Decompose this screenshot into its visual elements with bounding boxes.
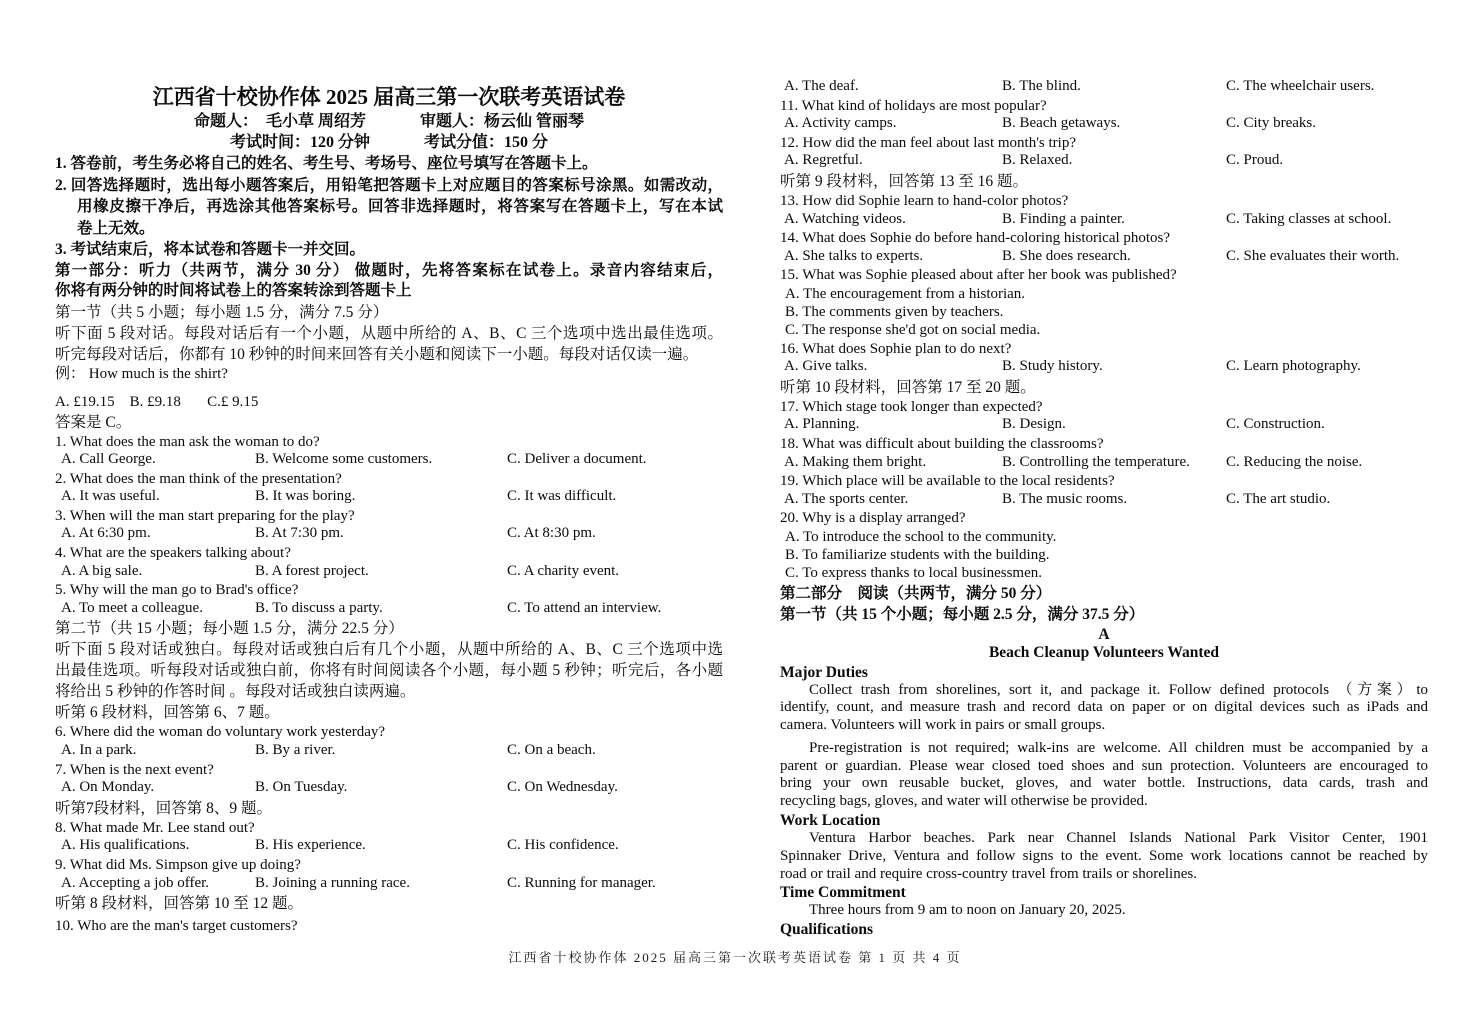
option-a: A. Regretful. (784, 152, 863, 169)
options-row (780, 152, 1428, 171)
passage-paragraph (780, 682, 1428, 735)
option-a: A. At 6:30 pm. (61, 525, 151, 542)
question-text: 6. Where did the woman do voluntary work yesterday? (55, 724, 386, 741)
option-a: A. Watching videos. (784, 210, 906, 227)
question-text: 14. What does Sophie do before hand-coloring historical photos? (780, 230, 1171, 247)
passage-text-line: recycling bags, gloves, and water will otherwise be provided. (780, 793, 1148, 810)
option-a: A. It was useful. (61, 488, 160, 505)
option-c: C. On Wednesday. (507, 779, 618, 796)
listening-instruction-line: 将给出 5 秒钟的作答时间 。每段对话或独白读两遍。 (55, 683, 416, 701)
exam-instruction-line: 卷上无效。 (77, 219, 155, 237)
option-b: B. To discuss a party. (255, 599, 383, 616)
options-row (55, 451, 723, 470)
option-a: A. Give talks. (784, 358, 868, 375)
part-heading-line: 你将有两分钟的时间将试卷上的答案转涂到答题卡上 (55, 282, 412, 299)
listening-instruction-line: 出最佳选项。听每段对话或独白前，你将有时间阅读各个小题，每小题 5 秒钟；听完后，各小题 (55, 662, 723, 680)
options-row (55, 563, 723, 582)
option-a: A. The sports center. (784, 490, 909, 507)
option-c: C. Proud. (1226, 152, 1284, 169)
passage-text-line: road or trail and require cross-country travel from trails or shorelines. (780, 865, 1197, 882)
option-b: B. Design. (1002, 416, 1066, 433)
exam-instruction-line: 2. 回答选择题时，选出每小题答案后，用铅笔把答题卡上对应题目的答案标号涂黑。如需改动， (55, 176, 723, 194)
cn-text-line: 听第 9 段材料，回答第 13 至 16 题。 (780, 172, 1029, 190)
exam-instruction-line: 1. 答卷前，考生务必将自己的姓名、考生号、考场号、座位号填写在答题卡上。 (55, 155, 598, 172)
exam-instruction-line: 用橡皮擦干净后，再选涂其他答案标号。回答非选择题时，将答案写在答题卡上，写在本试 (77, 198, 723, 215)
option-c: C. Construction. (1226, 416, 1325, 433)
passage-paragraph (780, 830, 1428, 883)
passage-text-line: Ventura Harbor beaches. Park near Channel Islands National Park Visitor Center, 1901 (809, 830, 1428, 847)
listening-instruction-line: 听下面 5 段对话或独白。每段对话或独白后有几个小题，从题中所给的 A、B、C 三个选项中选 (55, 641, 723, 659)
options-row (780, 454, 1428, 473)
option-c: C. To attend an interview. (507, 599, 662, 616)
question-text: 12. How did the man feel about last month's trip? (780, 134, 1076, 151)
option-b: B. Joining a running race. (255, 874, 410, 891)
option-c: C. She evaluates their worth. (1226, 247, 1400, 264)
passage-section-heading: Major Duties (780, 663, 868, 681)
option-c: C. The response she'd got on social media. (785, 322, 1041, 339)
right-column (780, 78, 1428, 939)
section-heading: 第一节（共 15 个小题；每小题 2.5 分，满分 37.5 分） (780, 606, 1145, 623)
passage-text-line: camera. Volunteers will work in pairs or small groups. (780, 717, 1106, 734)
options-row (780, 78, 1428, 97)
option-c: C. His confidence. (507, 837, 619, 854)
option-b: B. Relaxed. (1002, 152, 1073, 169)
option-b: B. She does research. (1002, 247, 1131, 264)
option-c: C. Running for manager. (507, 874, 656, 891)
question-text: 19. Which place will be available to the local residents? (780, 473, 1115, 490)
left-column (55, 84, 723, 936)
question-text: 4. What are the speakers talking about? (55, 545, 291, 562)
page-footer: 江西省十校协作体 2025 届高三第一次联考英语试卷 第 1 页 共 4 页 (508, 950, 962, 965)
question-text: 10. Who are the man's target customers? (55, 918, 298, 935)
option-a: A. His qualifications. (61, 837, 190, 854)
cn-text-line: 答案是 C。 (55, 413, 132, 431)
passage-heading: A (1098, 625, 1110, 643)
options-row (55, 837, 723, 856)
option-c: C. Deliver a document. (507, 451, 647, 468)
option-a: A. The deaf. (784, 78, 859, 94)
section-heading: 第二部分 阅读（共两节，满分 50 分） (780, 584, 1052, 602)
cn-text-line: 听第 8 段材料，回答第 10 至 12 题。 (55, 895, 304, 913)
option-b: B. The music rooms. (1002, 490, 1128, 507)
option-a: A. Accepting a job offer. (61, 874, 210, 891)
passage-paragraph (780, 740, 1428, 811)
header-meta-row (55, 132, 723, 153)
passage-text-line: Collect trash from shorelines, sort it, and package it. Follow defined protocols （方案）to (809, 681, 1428, 698)
question-text: 16. What does Sophie plan to do next? (780, 340, 1012, 357)
passage-paragraph (780, 902, 1428, 920)
option-b: B. Controlling the temperature. (1002, 453, 1190, 470)
passage-text-line: Pre-registration is not required; walk-ins are welcome. All children must be accompanied by a (809, 739, 1428, 756)
question-text: 11. What kind of holidays are most popular? (780, 97, 1047, 114)
option-c: C. Reducing the noise. (1226, 453, 1363, 470)
option-c: C. To express thanks to local businessmen. (785, 565, 1042, 582)
question-text: 例： How much is the shirt? (55, 365, 228, 382)
option-b: B. Welcome some customers. (255, 451, 433, 468)
option-a: A. The encouragement from a historian. (785, 285, 1026, 302)
exam-title: 江西省十校协作体 2025 届高三第一次联考英语试卷 (152, 85, 626, 109)
cn-text-line: 听第 6 段材料，回答第 6、7 题。 (55, 704, 280, 722)
option-b: B. A forest project. (255, 562, 369, 579)
option-c: C. The art studio. (1226, 490, 1331, 507)
option-b: B. To familiarize students with the building. (785, 547, 1050, 564)
question-text: 20. Why is a display arranged? (780, 510, 966, 527)
header-meta-left: 考试时间：120 分钟 (229, 134, 370, 151)
question-text: 5. Why will the man go to Brad's office? (55, 582, 299, 599)
question-text: 18. What was difficult about building the classrooms? (780, 435, 1104, 452)
options-row (780, 115, 1428, 134)
options-row (780, 248, 1428, 267)
part-heading-line: 第一部分：听力（共两节，满分 30 分） 做题时，先将答案标在试卷上。录音内容结束后， (55, 261, 723, 279)
header-meta-left: 命题人： 毛小草 周绍芳 (193, 113, 366, 130)
cn-text-line: 第二节（共 15 小题；每小题 1.5 分，满分 22.5 分） (55, 620, 404, 638)
option-c: C. At 8:30 pm. (507, 525, 596, 542)
listening-instruction-line: 听下面 5 段对话。每段对话后有一个小题，从题中所给的 A、B、C 三个选项中选出最佳选项。 (55, 324, 723, 342)
options-row (780, 358, 1428, 377)
option-c: C. City breaks. (1226, 115, 1316, 132)
option-c: C. It was difficult. (507, 488, 617, 505)
exam-instruction-line: 3. 考试结束后，将本试卷和答题卡一并交回。 (55, 241, 366, 258)
example-options-line: A. £19.15 B. £9.18 C.£ 9.15 (55, 393, 259, 410)
option-b: B. The comments given by teachers. (785, 304, 1004, 321)
options-row (55, 779, 723, 798)
option-b: B. It was boring. (255, 488, 356, 505)
option-c: C. On a beach. (507, 742, 596, 759)
question-text: 1. What does the man ask the woman to do? (55, 433, 320, 450)
option-a: A. In a park. (61, 742, 137, 759)
option-a: A. She talks to experts. (784, 247, 924, 264)
options-row (55, 600, 723, 619)
option-b: B. Study history. (1002, 358, 1103, 375)
cn-text-line: 听第 10 段材料，回答第 17 至 20 题。 (780, 378, 1036, 396)
option-b: B. On Tuesday. (255, 779, 348, 796)
options-row (780, 211, 1428, 230)
question-text: 8. What made Mr. Lee stand out? (55, 819, 255, 836)
option-c: C. The wheelchair users. (1226, 78, 1375, 94)
options-row (55, 525, 723, 544)
option-b: B. Finding a painter. (1002, 210, 1125, 227)
option-c: C. Taking classes at school. (1226, 210, 1392, 227)
option-b: B. By a river. (255, 742, 336, 759)
cn-text-line: 第一节（共 5 小题；每小题 1.5 分，满分 7.5 分） (55, 303, 389, 321)
passage-section-heading: Work Location (780, 812, 881, 830)
option-a: A. A big sale. (61, 562, 143, 579)
option-b: B. The blind. (1002, 78, 1081, 94)
option-b: B. Beach getaways. (1002, 115, 1121, 132)
passage-section-heading: Time Commitment (780, 884, 906, 902)
option-b: B. At 7:30 pm. (255, 525, 344, 542)
option-a: A. Call George. (61, 451, 156, 468)
option-b: B. His experience. (255, 837, 366, 854)
option-a: A. To introduce the school to the community. (785, 528, 1057, 545)
options-row (780, 491, 1428, 510)
passage-text-line: Three hours from 9 am to noon on January 20, 2025. (809, 902, 1126, 919)
option-a: A. Making them bright. (784, 453, 927, 470)
question-text: 13. How did Sophie learn to hand-color photos? (780, 192, 1069, 209)
option-a: A. Planning. (784, 416, 860, 433)
question-text: 2. What does the man think of the presentation? (55, 470, 342, 487)
header-meta-right: 考试分值：150 分 (424, 134, 549, 151)
passage-text-line: bring your own reusable bucket, gloves, and water bottle. Instructions, data cards, trash and (780, 775, 1428, 792)
passage-text-line: Spinnaker Drive, Ventura and follow signs to the event. Some work locations cannot be reached by (780, 847, 1428, 864)
header-meta-row (55, 111, 723, 132)
listening-instruction-line: 听完每段对话后，你都有 10 秒钟的时间来回答有关小题和阅读下一小题。每段对话仅读一遍。 (55, 345, 699, 363)
option-c: C. A charity event. (507, 562, 620, 579)
passage-heading: Beach Cleanup Volunteers Wanted (988, 644, 1220, 661)
question-text: 3. When will the man start preparing for the play? (55, 507, 355, 524)
option-a: A. On Monday. (61, 779, 155, 796)
options-row (55, 875, 723, 894)
question-text: 15. What was Sophie pleased about after her book was published? (780, 267, 1177, 284)
cn-text-line: 听第7段材料，回答第 8、9 题。 (55, 799, 273, 817)
question-text: 9. What did Ms. Simpson give up doing? (55, 857, 301, 873)
option-a: A. To meet a colleague. (61, 599, 203, 616)
options-row (55, 742, 723, 761)
header-meta-right: 审题人：杨云仙 管丽琴 (420, 113, 585, 130)
passage-text-line: parent or guardian. Please wear closed toed shoes and sun protection. Volunteers are encouraged to (780, 757, 1428, 774)
passage-section-heading: Qualifications (780, 921, 874, 939)
option-a: A. Activity camps. (784, 115, 897, 132)
options-row (55, 488, 723, 507)
passage-text-line: identify, count, and measure trash and record data on paper or on digital devices such as iPads and (780, 699, 1428, 716)
options-row (780, 416, 1428, 435)
option-c: C. Learn photography. (1226, 358, 1361, 375)
question-text: 17. Which stage took longer than expected? (780, 398, 1043, 415)
question-text: 7. When is the next event? (55, 761, 214, 778)
